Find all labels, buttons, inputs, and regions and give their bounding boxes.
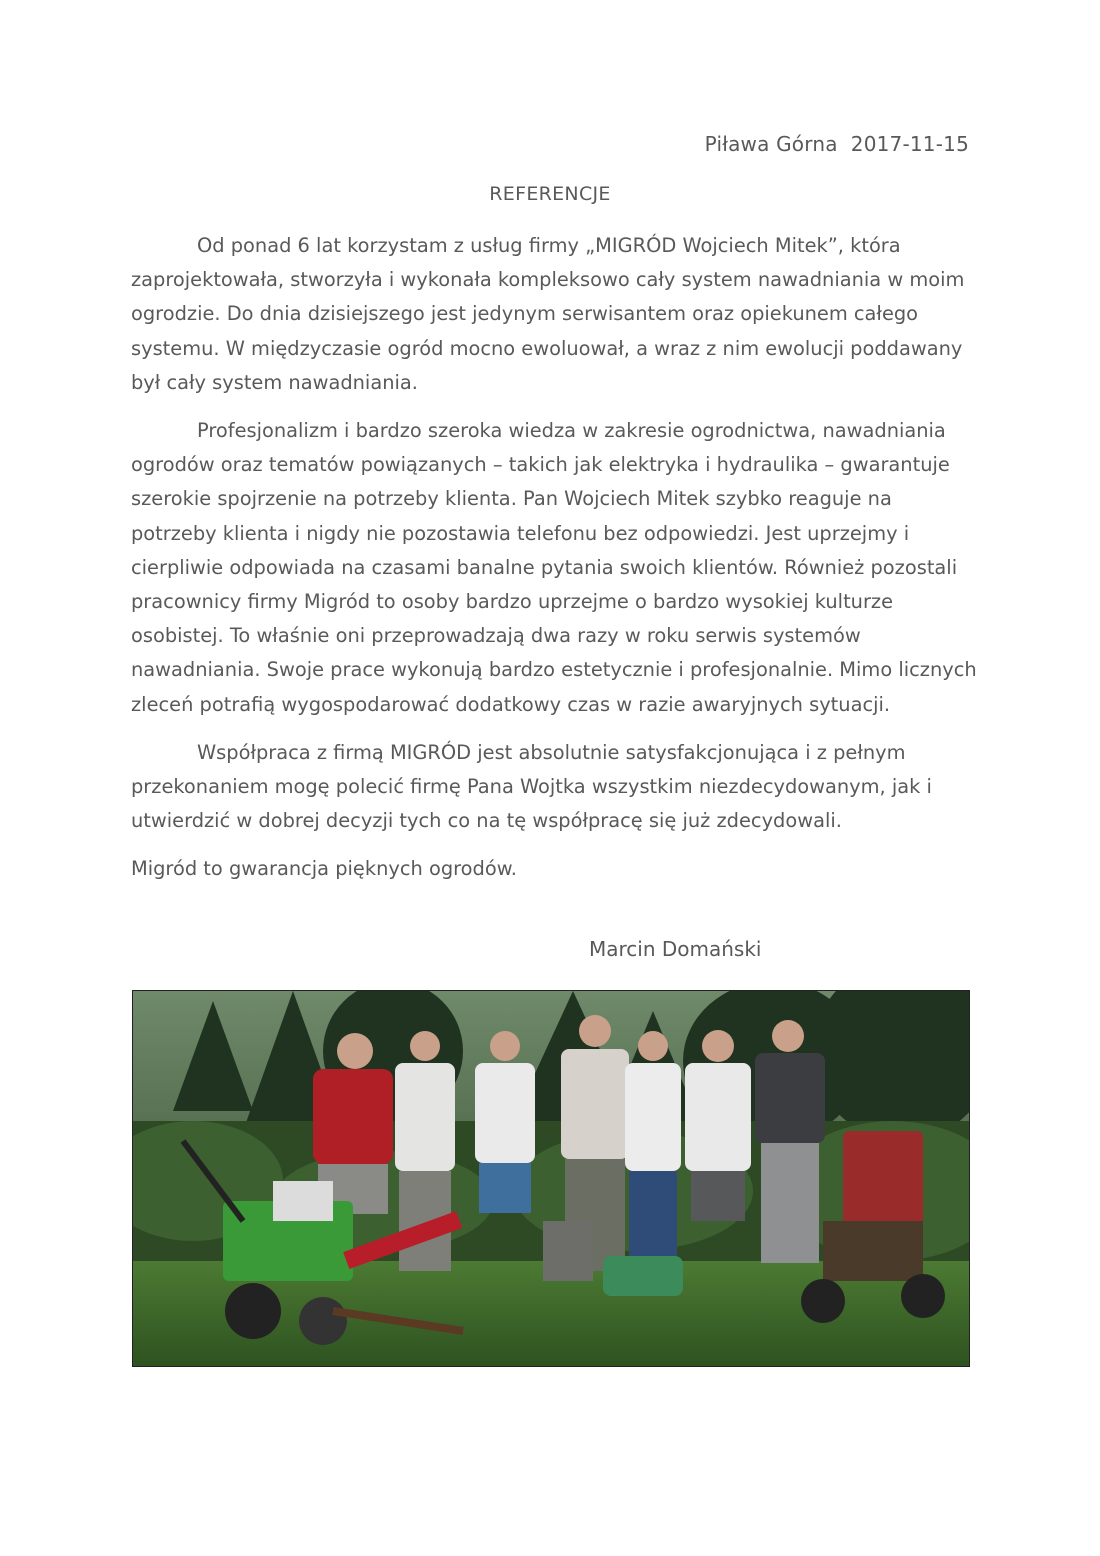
paragraph-3: Współpraca z firmą MIGRÓD jest absolutnie satysfakcjonująca i z pełnym przekonaniem mogę polecić firmę Pana Wojtka wszystkim niezdecydowanym, jak i utwierdzić w dobrej decyzji tych co na tę współpracę się już zdecydowali.: [131, 740, 932, 833]
signature-name: Marcin Domański: [589, 937, 762, 961]
letter-body: [131, 229, 981, 901]
paragraph-2: Profesjonalizm i bardzo szeroka wiedza w zakresie ogrodnictwa, nawadniania ogrodów oraz tematów powiązanych – takich jak elektryka i hydraulika – gwarantuje szerokie spojrzenie na potrzeby klienta. Pan Wojciech Mitek szybko reaguje na potrzeby klienta i nigdy nie pozostawia telefonu bez odpowiedzi. Jest uprzejmy i cierpliwie odpowiada na czasami banalne pytania swoich klientów. Również pozostali pracownicy firmy Migród to osoby bardzo uprzejme o bardzo wysokiej kulturze osobistej. To właśnie oni przeprowadzają dwa razy w roku serwis systemów nawadniania. Swoje prace wykonują bardzo estetycznie i profesjonalnie. Mimo licznych zleceń potrafią wygospodarować dodatkowy czas w razie awaryjnych sytuacji.: [131, 419, 977, 716]
closing-sentence: Migród to gwarancja pięknych ogrodów.: [131, 857, 517, 881]
place-and-date: Piława Górna 2017-11-15: [704, 132, 969, 156]
team-photo-illustration: [133, 991, 970, 1367]
paragraph-1: Od ponad 6 lat korzystam z usług firmy „MIGRÓD Wojciech Mitek”, która zaprojektowała, stworzyła i wykonała kompleksowo cały system nawadniania w moim ogrodzie. Do dnia dzisiejszego jest jedynym serwisantem oraz opiekunem całego systemu. W międzyczasie ogród mocno ewoluował, a wraz z nim ewolucji poddawany był cały system nawadniania.: [131, 234, 965, 394]
team-photo: [132, 990, 970, 1367]
letter-heading: REFERENCJE: [489, 183, 611, 205]
